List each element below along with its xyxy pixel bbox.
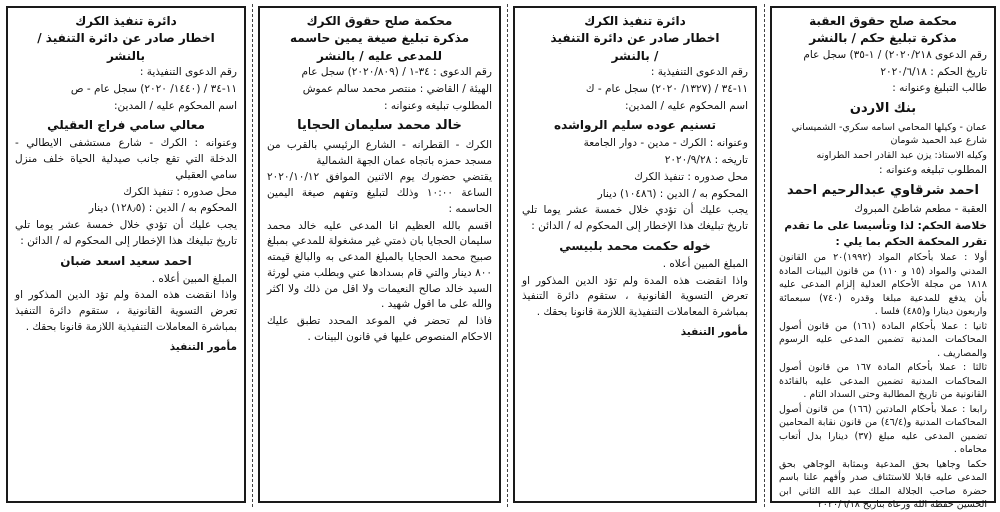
recipient-address: الكرك - القطرانه - الشارع الرئيسي بالقرب من مسجد حمزه باتجاه عمان الجهة الشمالية: [267, 138, 492, 167]
case-number-label: رقم الدعوى التنفيذية :: [139, 66, 237, 79]
case-number: رقم الدعوى ٢٠٢٠/٢١٨) / ١-٣٥) سجل عام: [803, 48, 987, 61]
case-number: ١١-٣٤ / (١٣٢٧/ ٢٠٢٠) سجل عام - ك: [585, 82, 748, 95]
notice-title: محكمة صلح حقوق الكرك: [306, 14, 453, 28]
requester-address: عمان - وكيلها المحامي اسامه سكري- الشميساني شارع عبد الحميد شومان: [791, 121, 987, 147]
judgment-item-3: ثالثا : عملا بأحكام المادة ١٦٧ من قانون أصول المحاكمات المدنية تضمين المدعى عليه بالفائدة القانونية من تاريخ المطالبة وحتى السداد التام .: [779, 362, 987, 401]
column-divider: [252, 4, 253, 507]
enforcement-warning: واذا انقضت هذه المدة ولم تؤد الدين المذكور او تعرض التسوية القانونية ، ستقوم دائرة التنفيذ بمباشرة المعاملات التنفيذية اللازمة قانونا بحقك .: [522, 274, 748, 319]
absence-warning: فاذا لم تحضر في الموعد المحدد تطبق عليك الاحكام المنصوص عليها في قانون البينات .: [267, 315, 492, 343]
amount-note: المبلغ المبين أعلاه .: [151, 272, 237, 285]
judgment-closing: حكما وجاهيا بحق المدعية وبمثابة الوجاهي بحق المدعى عليه قابلا للاستئناف صدر وأفهم علنا باسم حضرة صاحب الجلالة الملك عبد الله الثاني ابن الحسين حفظه الله ورعاه بتاريخ ٢٠٢٠/٦/١٨: [779, 458, 987, 511]
notice-karak-execution-2: [6, 6, 246, 503]
recipient-name: خالد محمد سليمان الحجايا: [297, 118, 462, 134]
case-number: ١١-٣٤ / (١٤٤٠/ ٢٠٢٠) سجل عام - ص: [70, 82, 237, 95]
issue-place: محل صدوره : تنفيذ الكرك: [634, 170, 748, 183]
defendant-name: احمد شرقاوي عبدالرحيم احمد: [787, 182, 979, 198]
debtor-name: تسنيم عوده سليم الرواشده: [554, 118, 716, 133]
requester-label: طالب التبليغ وعنوانه :: [892, 82, 987, 95]
payment-demand: يجب عليك أن تؤدي خلال خمسة عشر يوما تلي تاريخ تبليغك هذا الإخطار إلى المحكوم له / الدائن :: [15, 219, 237, 247]
payment-demand: يجب عليك أن تؤدي خلال خمسة عشر يوما تلي تاريخ تبليغك هذا الإخطار إلى المحكوم له / الدائن :: [522, 204, 748, 233]
attorney: وكيله الاستاذ: يزن عبد القادر احمد الطراونه: [816, 149, 987, 161]
signature: مأمور التنفيذ: [169, 340, 237, 353]
debt-amount: المحكوم به / الدين : (١٠٤٨٦) دينار: [597, 187, 748, 200]
enforcement-warning: واذا انقضت هذه المدة ولم تؤد الدين المذكور او تعرض التسوية القانونية ، ستقوم دائرة التنفيذ بمباشرة المعاملات التنفيذية اللازمة قانونا بحقك .: [15, 289, 237, 333]
debtor-name: معالي سامي فراج العقيلي: [47, 118, 205, 133]
issue-place: محل صدوره : تنفيذ الكرك: [123, 185, 237, 198]
notice-aqaba-judgment: [770, 6, 996, 511]
case-number-label: رقم الدعوى التنفيذية :: [650, 66, 748, 79]
amount-note: المبلغ المبين أعلاه .: [662, 257, 748, 270]
notice-subtitle-2: / بالنشر: [611, 48, 659, 63]
debt-amount: المحكوم به / الدين : (١٢٨٫٥) دينار: [88, 202, 237, 215]
notice-karak-execution-1: [513, 6, 757, 503]
column-divider: [507, 4, 508, 507]
creditor-name: خوله حكمت محمد بلبيسي: [559, 238, 711, 253]
defendant-label: المطلوب تبليغه وعنوانه :: [879, 163, 987, 176]
recipient-label: المطلوب تبليغه وعنوانه :: [384, 99, 492, 112]
judgment-item-4: رابعا : عملا بأحكام المادتين (١٦٦) من قانون أصول المحاكمات المدنية و(٤٦/٤) من قانون نقابة المحامين تضمين المدعى عليه مبلغ (٣٧) دينارا بدل أتعاب محاماه .: [779, 403, 987, 456]
signature: مأمور التنفيذ: [680, 325, 748, 338]
notice-date: تاريخه : ٢٠٢٠/٩/٢٨: [664, 154, 748, 167]
judge: الهيئة / القاضي : منتصر محمد سالم عموش: [302, 82, 492, 95]
appearance-notice: يقتضي حضورك يوم الاثنين الموافق ٢٠٢٠/١٠/١٢ الساعة ١٠:٠٠ وذلك لتبليغ وتفهم صيغة اليمين الحاسمه :: [267, 171, 492, 215]
debtor-label: اسم المحكوم عليه / المدين:: [114, 99, 237, 112]
debtor-label: اسم المحكوم عليه / المدين:: [625, 99, 748, 112]
debtor-address: وعنوانه : الكرك - مدين - دوار الجامعة: [583, 137, 748, 150]
notice-subtitle-2: بالنشر: [106, 48, 146, 63]
oath-text: اقسم بالله العظيم انا المدعى عليه خالد محمد سليمان الحجايا بان ذمتي غير مشغولة للمدعي بمبلغ صبيح محمد الحجايا بالمبلغ المدعى به والبالغ قيمته ٨٠٠ دينار والتي قام بسدادها عني وبطلب مني لورثة السيد خالد صالح النعيمات ولا اقل من ذلك ولا اكثر والله على ما اقول شهيد .: [267, 219, 492, 311]
notice-subtitle: اخطار صادر عن دائرة التنفيذ: [550, 31, 720, 46]
notice-title: دائرة تنفيذ الكرك: [584, 14, 686, 28]
debtor-address: وعنوانه : الكرك - شارع مستشفى الايطالي - الدخلة التي تقع جانب صيدلية الحياة خلف منزل سامي العقيلي: [15, 137, 237, 181]
notice-karak-oath: [258, 6, 501, 503]
creditor-name: احمد سعيد اسعد ضبان: [60, 253, 192, 268]
defendant-address: العقبة - مطعم شاطئ المبروك: [854, 203, 987, 216]
notice-subtitle-2: للمدعى عليه / بالنشر: [317, 48, 442, 63]
requester-name: بنك الاردن: [849, 101, 917, 117]
judgment-summary-heading: خلاصة الحكم: لذا وتأسيسا على ما تقدم تقرر المحكمة الحكم بما يلي :: [784, 219, 987, 248]
judgment-item-2: ثانيا : عملا بأحكام المادة (١٦١) من قانون أصول المحاكمات المدنية تضمين المدعى عليه الرسوم والمصاريف .: [779, 320, 987, 359]
judgment-date: تاريخ الحكم : ٢٠٢٠/٦/١٨: [880, 65, 987, 78]
column-divider: [764, 4, 765, 507]
judgment-item-1: أولا : عملا بأحكام المواد (١٩٩٢)٢٠ من القانون المدني والمواد (١٥ و ١١٠) من قانون البينات المادة ١٨١٨ من مجلة الأحكام العدلية إلزام المدعى عليه بأن يدفع للمدعية مبلغا وقدره (٧٤٠) سبعمائة واربعون دينارا و(٤٨٥) فلسا .: [779, 252, 988, 318]
notice-title: دائرة تنفيذ الكرك: [75, 14, 177, 28]
notice-title: محكمة صلح حقوق العقبة: [809, 14, 957, 28]
notice-subtitle: اخطار صادر عن دائرة التنفيذ /: [37, 31, 215, 46]
notice-subtitle: مذكرة تبليغ حكم / بالنشر: [809, 31, 957, 46]
notice-subtitle: مذكرة تبليغ صيغة يمين حاسمه: [289, 31, 470, 46]
case-number: رقم الدعوى : ٣٤-١ / (٢٠٢٠/٨٠٩) سجل عام: [301, 66, 492, 79]
